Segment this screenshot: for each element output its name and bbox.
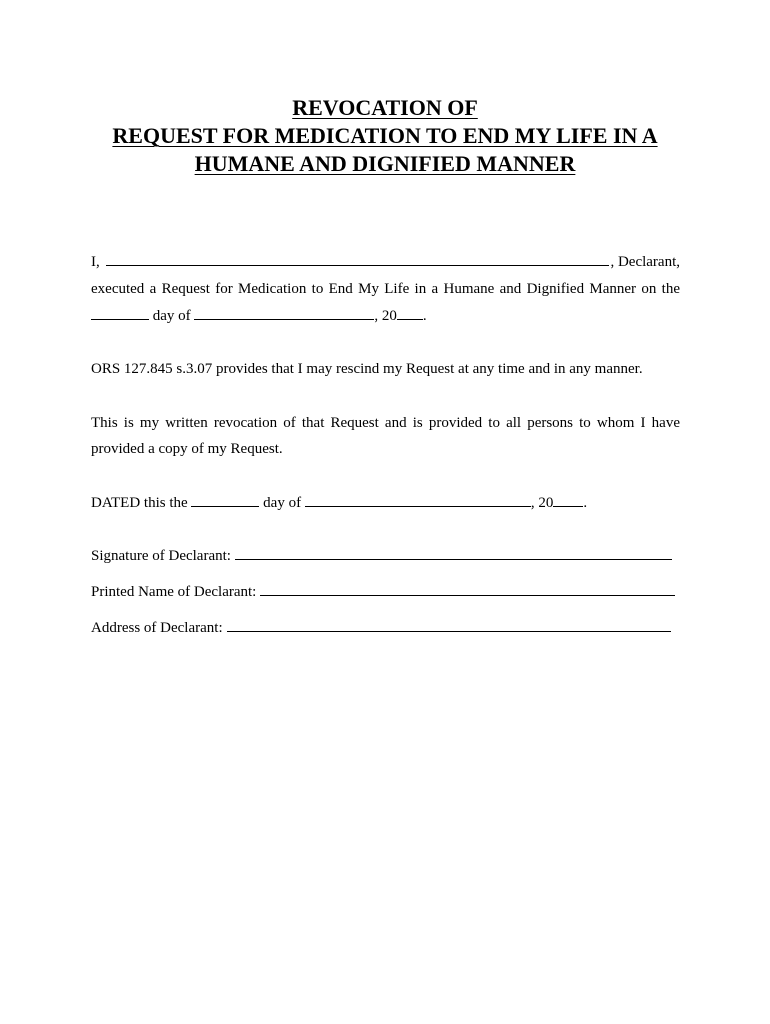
declarant-prefix: I, — [91, 254, 100, 270]
executed-period: . — [422, 308, 427, 324]
dated-day-of-label: day of — [263, 495, 302, 511]
ors-statement: ORS 127.845 s.3.07 provides that I may rescind my Request at any time and in any manner. — [91, 361, 643, 377]
executed-year-blank[interactable] — [397, 306, 423, 320]
para3-line-1: This is my written revocation of that Request and is provided to all persons to whom I have — [91, 415, 680, 431]
declarant-suffix: , Declarant, — [610, 254, 680, 270]
para3-line-2: provided a copy of my Request. — [91, 441, 283, 457]
dated-month-blank[interactable] — [305, 493, 531, 507]
title-line-3: HUMANE AND DIGNIFIED MANNER — [194, 151, 576, 176]
dated-period: . — [583, 495, 588, 511]
dated-year-prefix: , 20 — [530, 495, 554, 511]
address-row — [91, 618, 672, 638]
printed-name-row — [91, 582, 676, 602]
executed-day-blank[interactable] — [91, 306, 149, 320]
address-label: Address of Declarant: — [91, 620, 223, 636]
dated-year-blank[interactable] — [553, 493, 583, 507]
signature-row — [91, 546, 673, 566]
executed-year-prefix: , 20 — [374, 308, 397, 324]
printed-name-label: Printed Name of Declarant: — [91, 584, 257, 600]
title-line-2: REQUEST FOR MEDICATION TO END MY LIFE IN A — [112, 123, 658, 148]
dated-day-blank[interactable] — [191, 493, 259, 507]
executed-month-blank[interactable] — [194, 306, 374, 320]
printed-name-blank[interactable] — [260, 582, 675, 596]
para1-line-2: executed a Request for Medication to End My Life in a Humane and Dignified Manner on the — [91, 281, 680, 297]
title-line-1: REVOCATION OF — [292, 95, 478, 120]
signature-label: Signature of Declarant: — [91, 548, 231, 564]
para1-date-line — [91, 306, 680, 326]
address-blank[interactable] — [227, 618, 671, 632]
declarant-name-blank[interactable] — [106, 252, 610, 266]
dated-prefix: DATED this the — [91, 495, 188, 511]
signature-blank[interactable] — [235, 546, 672, 560]
dated-line — [91, 493, 680, 513]
declarant-line — [91, 252, 680, 272]
executed-day-of-label: day of — [152, 308, 191, 324]
